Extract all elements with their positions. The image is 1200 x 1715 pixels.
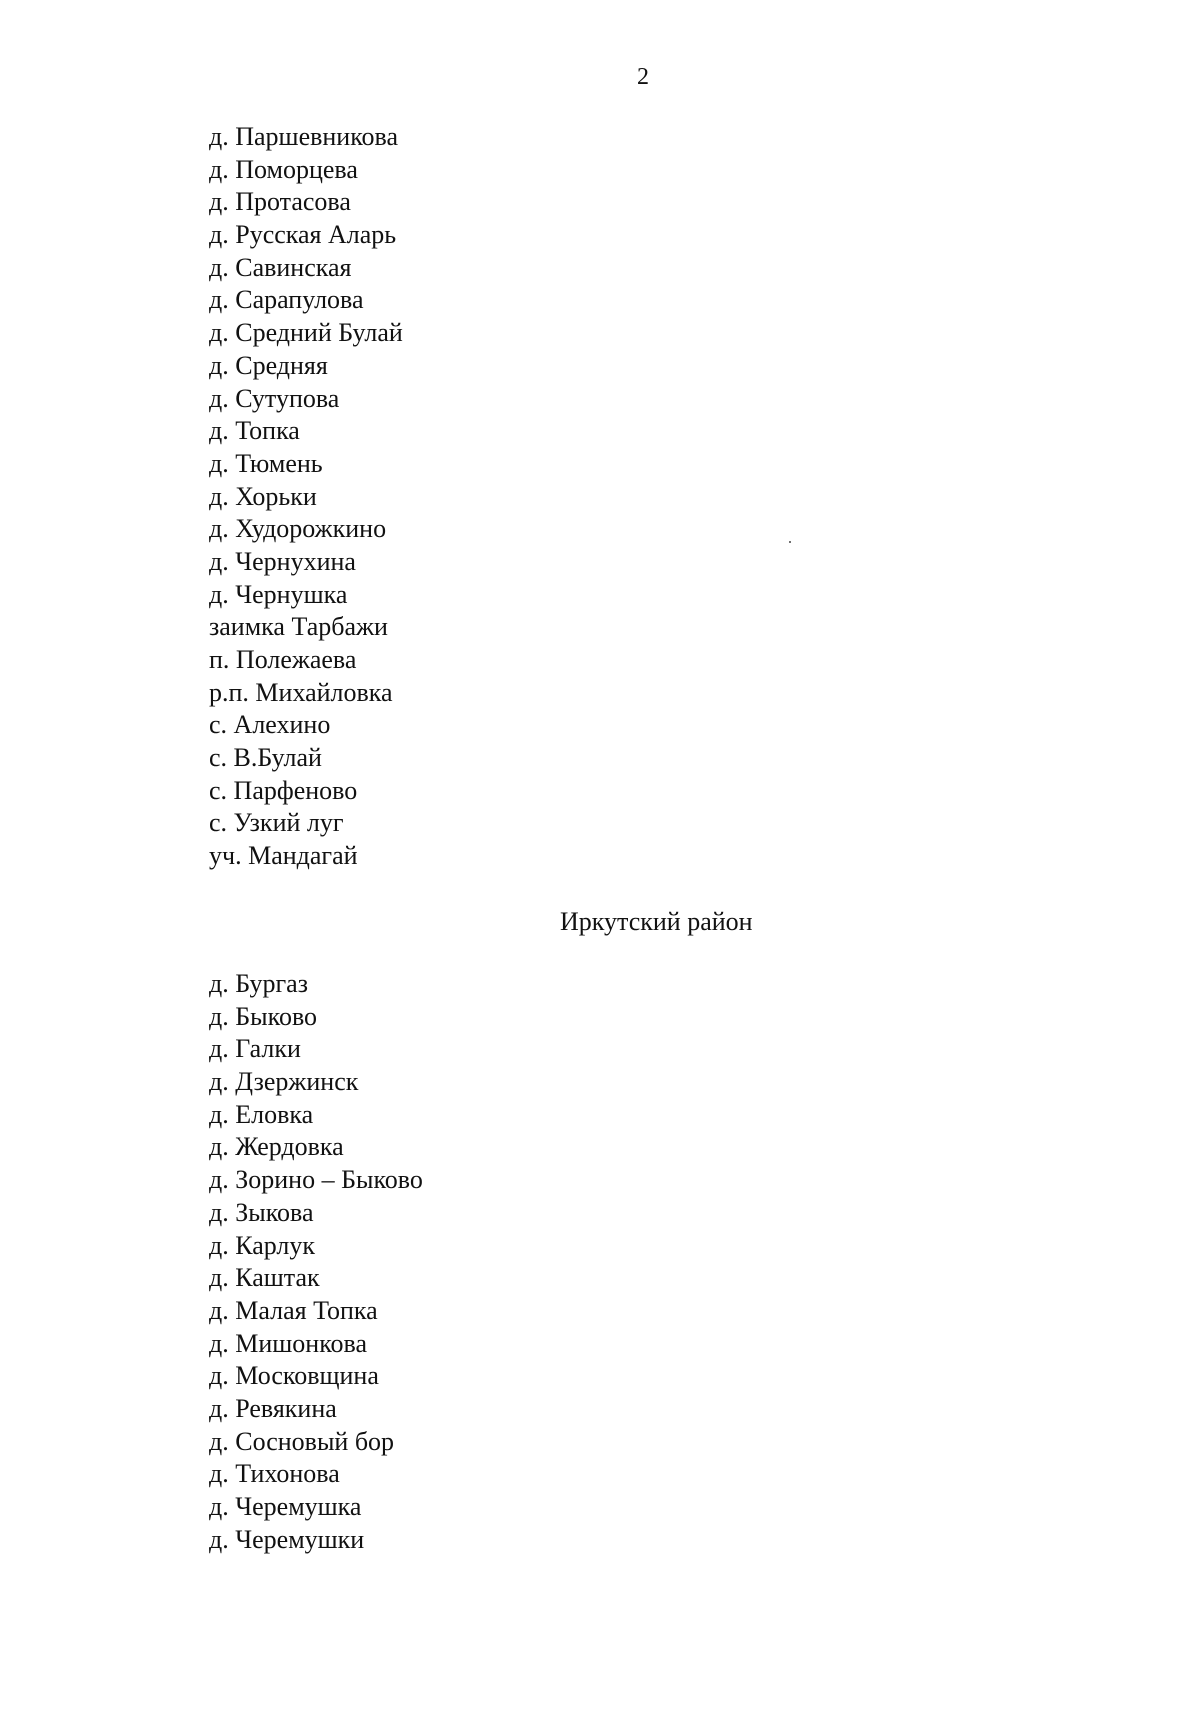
list-item: с. Алехино <box>209 710 331 740</box>
list-item: д. Средняя <box>209 350 328 380</box>
list-item: заимка Тарбажи <box>209 612 388 642</box>
list-item: д. Еловка <box>209 1099 314 1129</box>
list-item: д. Каштак <box>209 1263 320 1293</box>
list-item: д. Сосновый бор <box>209 1426 395 1456</box>
list-item: д. Карлук <box>209 1230 316 1260</box>
list-item: д. Русская Аларь <box>209 220 397 250</box>
list-item: д. Тюмень <box>209 448 323 478</box>
list-item: с. В.Булай <box>209 743 322 773</box>
list-item: р.п. Михайловка <box>209 677 393 707</box>
list-item: д. Зыкова <box>209 1197 314 1227</box>
list-item: с. Узкий луг <box>209 808 344 838</box>
list-item: д. Московщина <box>209 1361 379 1391</box>
list-item: д. Малая Топка <box>209 1295 378 1325</box>
list-item: д. Быково <box>209 1001 318 1031</box>
scan-speck <box>789 541 791 543</box>
list-item: д. Чернушка <box>209 579 348 609</box>
list-item: д. Дзержинск <box>209 1067 359 1097</box>
list-item: д. Мишонкова <box>209 1328 367 1358</box>
list-item: д. Протасова <box>209 187 351 217</box>
list-item: д. Паршевникова <box>209 122 398 151</box>
list-item: д. Черемушка <box>209 1492 362 1521</box>
settlement-list-2 <box>209 968 423 1556</box>
list-item: с. Парфеново <box>209 775 358 805</box>
list-item: д. Галки <box>209 1034 301 1064</box>
list-item: д. Черемушки <box>209 1524 365 1554</box>
list-item: д. Топка <box>209 416 300 446</box>
list-item: д. Сарапулова <box>209 285 364 315</box>
list-item: д. Средний Булай <box>209 318 403 348</box>
list-item: д. Чернухина <box>209 546 356 576</box>
list-item: д. Савинская <box>209 252 352 282</box>
list-item: д. Хорьки <box>209 481 317 511</box>
settlement-list-1 <box>209 121 403 873</box>
list-item: уч. Мандагай <box>209 841 358 871</box>
list-item: д. Зорино – Быково <box>209 1165 423 1195</box>
list-item: п. Полежаева <box>209 645 357 674</box>
list-item: д. Ревякина <box>209 1393 337 1423</box>
list-item: д. Поморцева <box>209 154 358 184</box>
list-item: д. Бургаз <box>209 969 308 998</box>
list-item: д. Жердовка <box>209 1132 344 1162</box>
page-number: 2 <box>637 64 649 90</box>
section-heading: Иркутский район <box>560 907 753 936</box>
list-item: д. Тихонова <box>209 1459 340 1489</box>
list-item: д. Худорожкино <box>209 514 387 544</box>
list-item: д. Сутупова <box>209 383 340 413</box>
